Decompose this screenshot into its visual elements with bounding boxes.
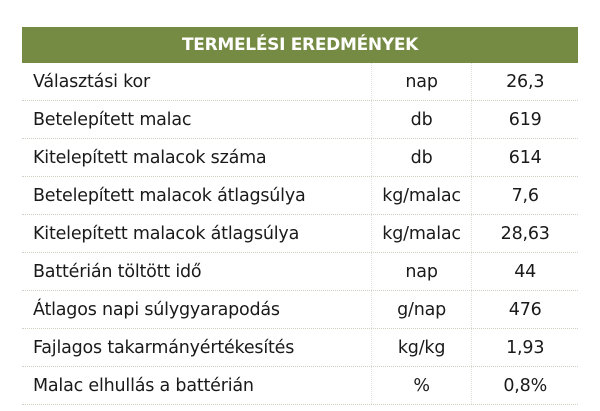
row-value: 7,6 <box>471 177 578 214</box>
results-table <box>22 27 578 405</box>
row-label: Választási kor <box>33 72 150 92</box>
table-row <box>22 291 578 329</box>
row-unit: % <box>371 367 472 404</box>
row-unit: kg/malac <box>371 215 472 252</box>
row-label: Betelepített malacok átlagsúlya <box>33 186 306 206</box>
row-label: Betelepített malac <box>33 110 192 130</box>
row-value: 0,8% <box>471 367 578 404</box>
row-label: Malac elhullás a battérián <box>33 376 254 396</box>
row-unit: g/nap <box>371 291 472 328</box>
table-title: TERMELÉSI EREDMÉNYEK <box>22 27 578 63</box>
row-unit: nap <box>371 63 472 100</box>
row-value: 26,3 <box>471 63 578 100</box>
row-value: 476 <box>471 291 578 328</box>
table-row <box>22 215 578 253</box>
table-row <box>22 329 578 367</box>
row-value: 44 <box>471 253 578 290</box>
row-value: 614 <box>471 139 578 176</box>
row-unit: nap <box>371 253 472 290</box>
row-value: 619 <box>471 101 578 138</box>
table-row <box>22 101 578 139</box>
row-label: Battérián töltött idő <box>33 262 202 282</box>
row-unit: kg/malac <box>371 177 472 214</box>
row-label: Fajlagos takarmányértékesítés <box>33 338 295 358</box>
row-value: 28,63 <box>471 215 578 252</box>
row-unit: db <box>371 101 472 138</box>
table-row <box>22 139 578 177</box>
row-label: Kitelepített malacok száma <box>33 148 267 168</box>
row-unit: kg/kg <box>371 329 472 366</box>
table-row <box>22 253 578 291</box>
row-unit: db <box>371 139 472 176</box>
table-row <box>22 63 578 101</box>
table-row <box>22 367 578 405</box>
table-row <box>22 177 578 215</box>
row-label: Kitelepített malacok átlagsúlya <box>33 224 300 244</box>
row-label: Átlagos napi súlygyarapodás <box>33 300 280 320</box>
row-value: 1,93 <box>471 329 578 366</box>
table-body <box>22 63 578 405</box>
